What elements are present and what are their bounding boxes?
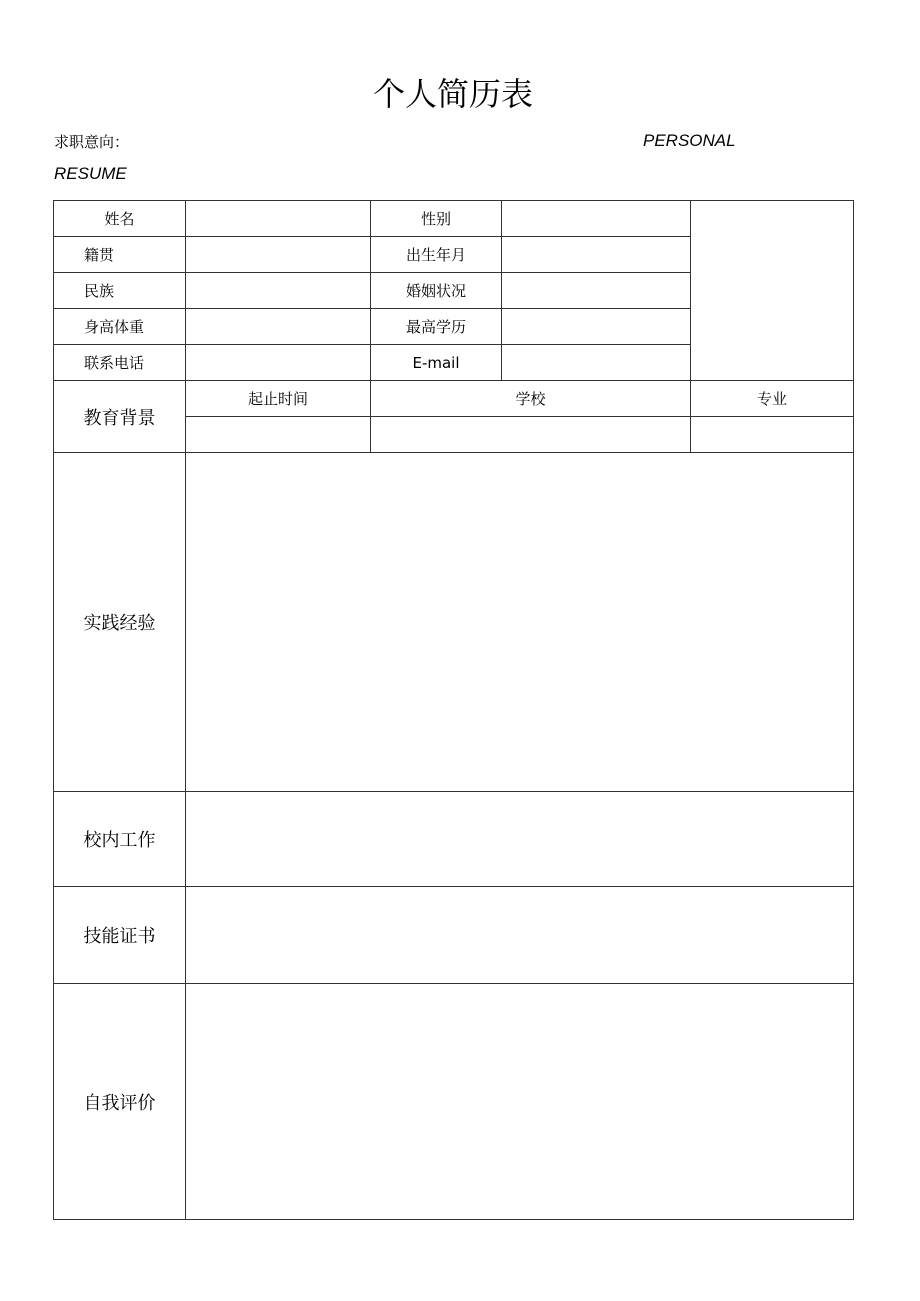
row-skills: [54, 887, 854, 984]
name-label: 姓名: [54, 201, 186, 237]
native-place-field[interactable]: [186, 237, 371, 273]
email-field[interactable]: [502, 345, 691, 381]
self-evaluation-content-field[interactable]: [186, 984, 854, 1220]
row-name: [54, 201, 854, 237]
education-period-field[interactable]: [186, 417, 371, 453]
marital-label: 婚姻状况: [371, 273, 502, 309]
education-major-field[interactable]: [691, 417, 854, 453]
education-col-major: 专业: [691, 381, 854, 417]
phone-field[interactable]: [186, 345, 371, 381]
practice-content-field[interactable]: [186, 453, 854, 792]
resume-table: [53, 200, 854, 1220]
campus-work-content-field[interactable]: [186, 792, 854, 887]
row-education-header: [54, 381, 854, 417]
ethnicity-field[interactable]: [186, 273, 371, 309]
height-weight-label: 身高体重: [54, 309, 186, 345]
phone-label: 联系电话: [54, 345, 186, 381]
email-label: E-mail: [371, 345, 502, 381]
row-practice: [54, 453, 854, 792]
campus-work-section-label: 校内工作: [54, 792, 186, 887]
job-intent-label: 求职意向：: [54, 133, 130, 151]
photo-box[interactable]: [691, 201, 854, 381]
birth-field[interactable]: [502, 237, 691, 273]
practice-section-label: 实践经验: [54, 453, 186, 792]
height-weight-field[interactable]: [186, 309, 371, 345]
education-col-school: 学校: [371, 381, 691, 417]
row-self-evaluation: [54, 984, 854, 1220]
ethnicity-label: 民族: [54, 273, 186, 309]
skills-content-field[interactable]: [186, 887, 854, 984]
education-level-label: 最高学历: [371, 309, 502, 345]
education-level-field[interactable]: [502, 309, 691, 345]
skills-section-label: 技能证书: [54, 887, 186, 984]
gender-field[interactable]: [502, 201, 691, 237]
education-school-field[interactable]: [371, 417, 691, 453]
row-campus-work: [54, 792, 854, 887]
self-evaluation-section-label: 自我评价: [54, 984, 186, 1220]
page-title: 个人简历表: [372, 75, 533, 113]
resume-text: RESUME: [54, 164, 127, 183]
education-section-label: 教育背景: [54, 381, 186, 453]
native-place-label: 籍贯: [54, 237, 186, 273]
name-field[interactable]: [186, 201, 371, 237]
marital-field[interactable]: [502, 273, 691, 309]
education-col-period: 起止时间: [186, 381, 371, 417]
birth-label: 出生年月: [371, 237, 502, 273]
personal-text: PERSONAL: [643, 131, 736, 150]
gender-label: 性别: [371, 201, 502, 237]
